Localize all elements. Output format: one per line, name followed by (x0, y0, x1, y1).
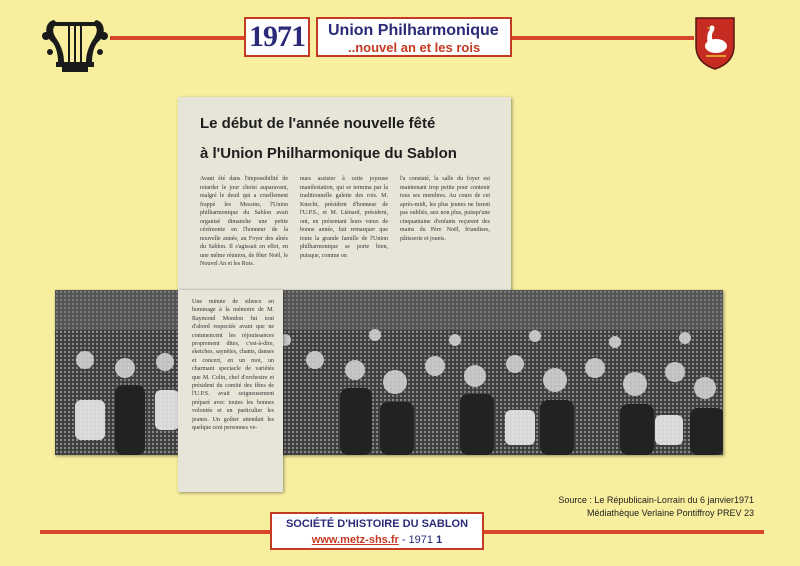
footer-page-number: 1 (436, 534, 443, 546)
footer-organization: SOCIÉTÉ D'HISTOIRE DU SABLON (285, 518, 469, 530)
event-photo (55, 290, 723, 455)
footer-box (270, 512, 484, 550)
article-column-1: Avant été dans l'impossibilité de retarder le jour choisi auparavant, malgré le deuil qui a cruellement frappé les Messins, l'Union philharmonique du Sablon avait organisé dimanche une petite cérémonie en l'honneur de la nouvelle année, au Foyer des aînés du Sablon. Il s'agissait en effet, en une même réunion, de fêter Noël, le Nouvel An et les Rois. (200, 176, 288, 267)
sablon-coat-of-arms-icon (694, 16, 736, 70)
source-citation (558, 494, 754, 520)
footer-reference (272, 534, 482, 546)
newspaper-clipping (178, 97, 511, 297)
footer-year-ref: - 1971 (398, 534, 437, 546)
article-headline-line2: à l'Union Philharmonique du Sablon (200, 145, 457, 162)
page-subtitle: ..nouvel an et les rois (348, 40, 481, 55)
article-continuation-text: Une minute de silence en hommage à la mémoire de M. Raymond Mondon fut tout d'abord respectée avant que ne commencent les réjouissances proprement dites, c'est-à-dire, sketches, saynètes, chants, danses et concert, en un mot, un charmant spectacle de variétés que M. Colin, chef d'orchestre et président du comité des fêtes de l'U.P.S. avait soigneusement préparé avec toutes les bonnes volontés et en particulier les jeunes. Un goûter attendait les quelque cent personnes ve- (192, 299, 274, 432)
lyre-emblem-icon (40, 14, 110, 76)
website-link[interactable]: www.metz-shs.fr (311, 534, 399, 546)
header-rule-left (110, 36, 244, 40)
footer-rule-left (40, 530, 270, 534)
footer-rule-right (484, 530, 764, 534)
article-column-2: nues assister à cette joyeuse manifestation, qui se termina par la traditionnelle galette des rois. M. Knecht, président d'honneur de l'U.P.S., et M. Liénard, président, ont, en présentant leurs vœux de bonne année, fait remarquer que toute la grande famille de l'Union philharmonique se porte bien, puisque, comme on (300, 176, 388, 259)
newspaper-clipping-continuation (178, 290, 283, 492)
article-headline-line1: Le début de l'année nouvelle fêté (200, 115, 436, 132)
page-title: Union Philharmonique (328, 22, 499, 39)
header-rule-right (512, 36, 694, 40)
article-column-3: l'a constaté, la salle du foyer est maintenant trop petite pour contenir tous ses membres. Au cours de cet après-midi, les plus jeunes ne furent pas oubliés, aux non plus, puisqu'une cinquantaine d'enfants reçurent des mains du Père Noël, friandises, pâtisserie et jouets. (400, 176, 490, 242)
year-box (244, 17, 310, 57)
source-line-2: Médiathèque Verlaine Pontiffroy PREV 23 (587, 508, 754, 518)
source-line-1: Source : Le Républicain-Lorrain du 6 janvier1971 (558, 495, 754, 505)
title-box (316, 17, 512, 57)
year-label: 1971 (249, 20, 305, 53)
